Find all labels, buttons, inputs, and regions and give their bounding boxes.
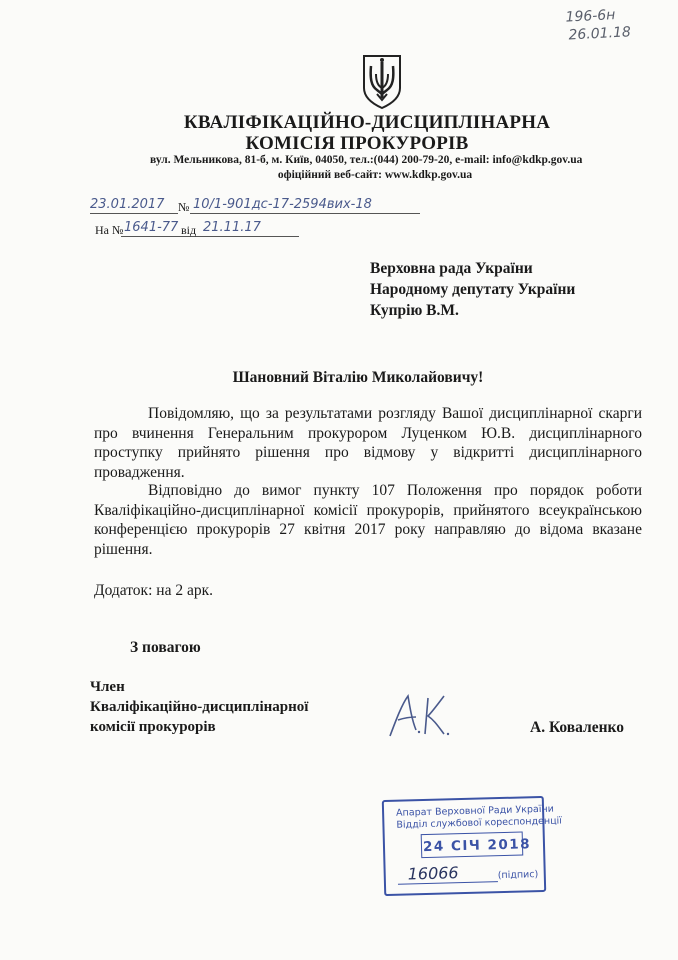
incoming-number-label: На №	[95, 223, 124, 237]
corner-mark-line1: 196-6н	[565, 7, 616, 26]
incoming-date: 21.11.17	[203, 220, 261, 235]
body-paragraph-2: Відповідно до вимог пункту 107 Положення про порядок роботи Кваліфікаційно-дисциплінарної комісії прокурорів, прийнятого всеукраїнською конференцією прокурорів 27 квітня 2017 року направляю до відома вказане рішення.	[94, 482, 642, 558]
incoming-date-label: від	[181, 223, 197, 237]
signatory-title-line2: Кваліфікаційно-дисциплінарної	[90, 699, 309, 715]
addressee-line1: Верховна рада України	[370, 260, 533, 277]
organization-name-line1: КВАЛІФІКАЦІЙНО-ДИСЦИПЛІНАРНА	[183, 112, 551, 133]
outgoing-number-label: №	[178, 200, 190, 214]
attachment-note: Додаток: на 2 арк.	[94, 582, 213, 599]
stamp-signature-label: (підпис)	[497, 869, 539, 882]
handwritten-signature-icon	[386, 690, 466, 740]
trident-emblem-icon	[361, 54, 403, 110]
registration-stamp	[382, 796, 563, 896]
stamp-department: Відділ службової кореспонденції	[396, 815, 563, 831]
addressee-line2: Народному депутату України	[370, 281, 576, 298]
signatory-title	[90, 677, 308, 737]
salutation: Шановний Віталію Миколайовичу!	[232, 369, 484, 386]
outgoing-date: 23.01.2017	[90, 197, 165, 212]
organization-name-line2: КОМІСІЯ ПРОКУРОРІВ	[245, 133, 469, 154]
organization-website: офіційний веб-сайт: www.kdkp.gov.ua	[277, 169, 473, 181]
signatory-name: А. Коваленко	[530, 719, 625, 736]
body-paragraph-1: Повідомляю, що за результатами розгляду Вашої дисциплінарної скарги про вчинення Генеральним прокурором Луценком Ю.В. дисциплінарного проступку прийнято рішення про відмову у відкритті дисциплінарного провадження.	[94, 405, 642, 481]
organization-address: вул. Мельникова, 81-б, м. Київ, 04050, тел.:(044) 200-79-20, e-mail: info@kdkp.gov.ua	[150, 154, 583, 166]
signatory-title-line1: Член	[90, 679, 125, 695]
outgoing-reference	[90, 197, 420, 215]
signatory-title-line3: комісії прокурорів	[90, 719, 216, 735]
addressee-block	[370, 258, 575, 321]
handwritten-corner-mark	[565, 3, 667, 44]
stamp-registration-number: 16066	[407, 863, 459, 884]
stamp-organization: Апарат Верховної Ради України	[395, 803, 554, 819]
incoming-number: 1641-77	[124, 220, 179, 235]
outgoing-number: 10/1-901дс-17-2594вих-18	[193, 197, 372, 212]
corner-mark-line2: 26.01.18	[568, 24, 632, 44]
closing-regards: З повагою	[130, 639, 201, 656]
incoming-reference	[95, 220, 315, 238]
addressee-line3: Купрію В.М.	[370, 302, 459, 319]
stamp-date: 24 СІЧ 2018	[422, 836, 532, 856]
